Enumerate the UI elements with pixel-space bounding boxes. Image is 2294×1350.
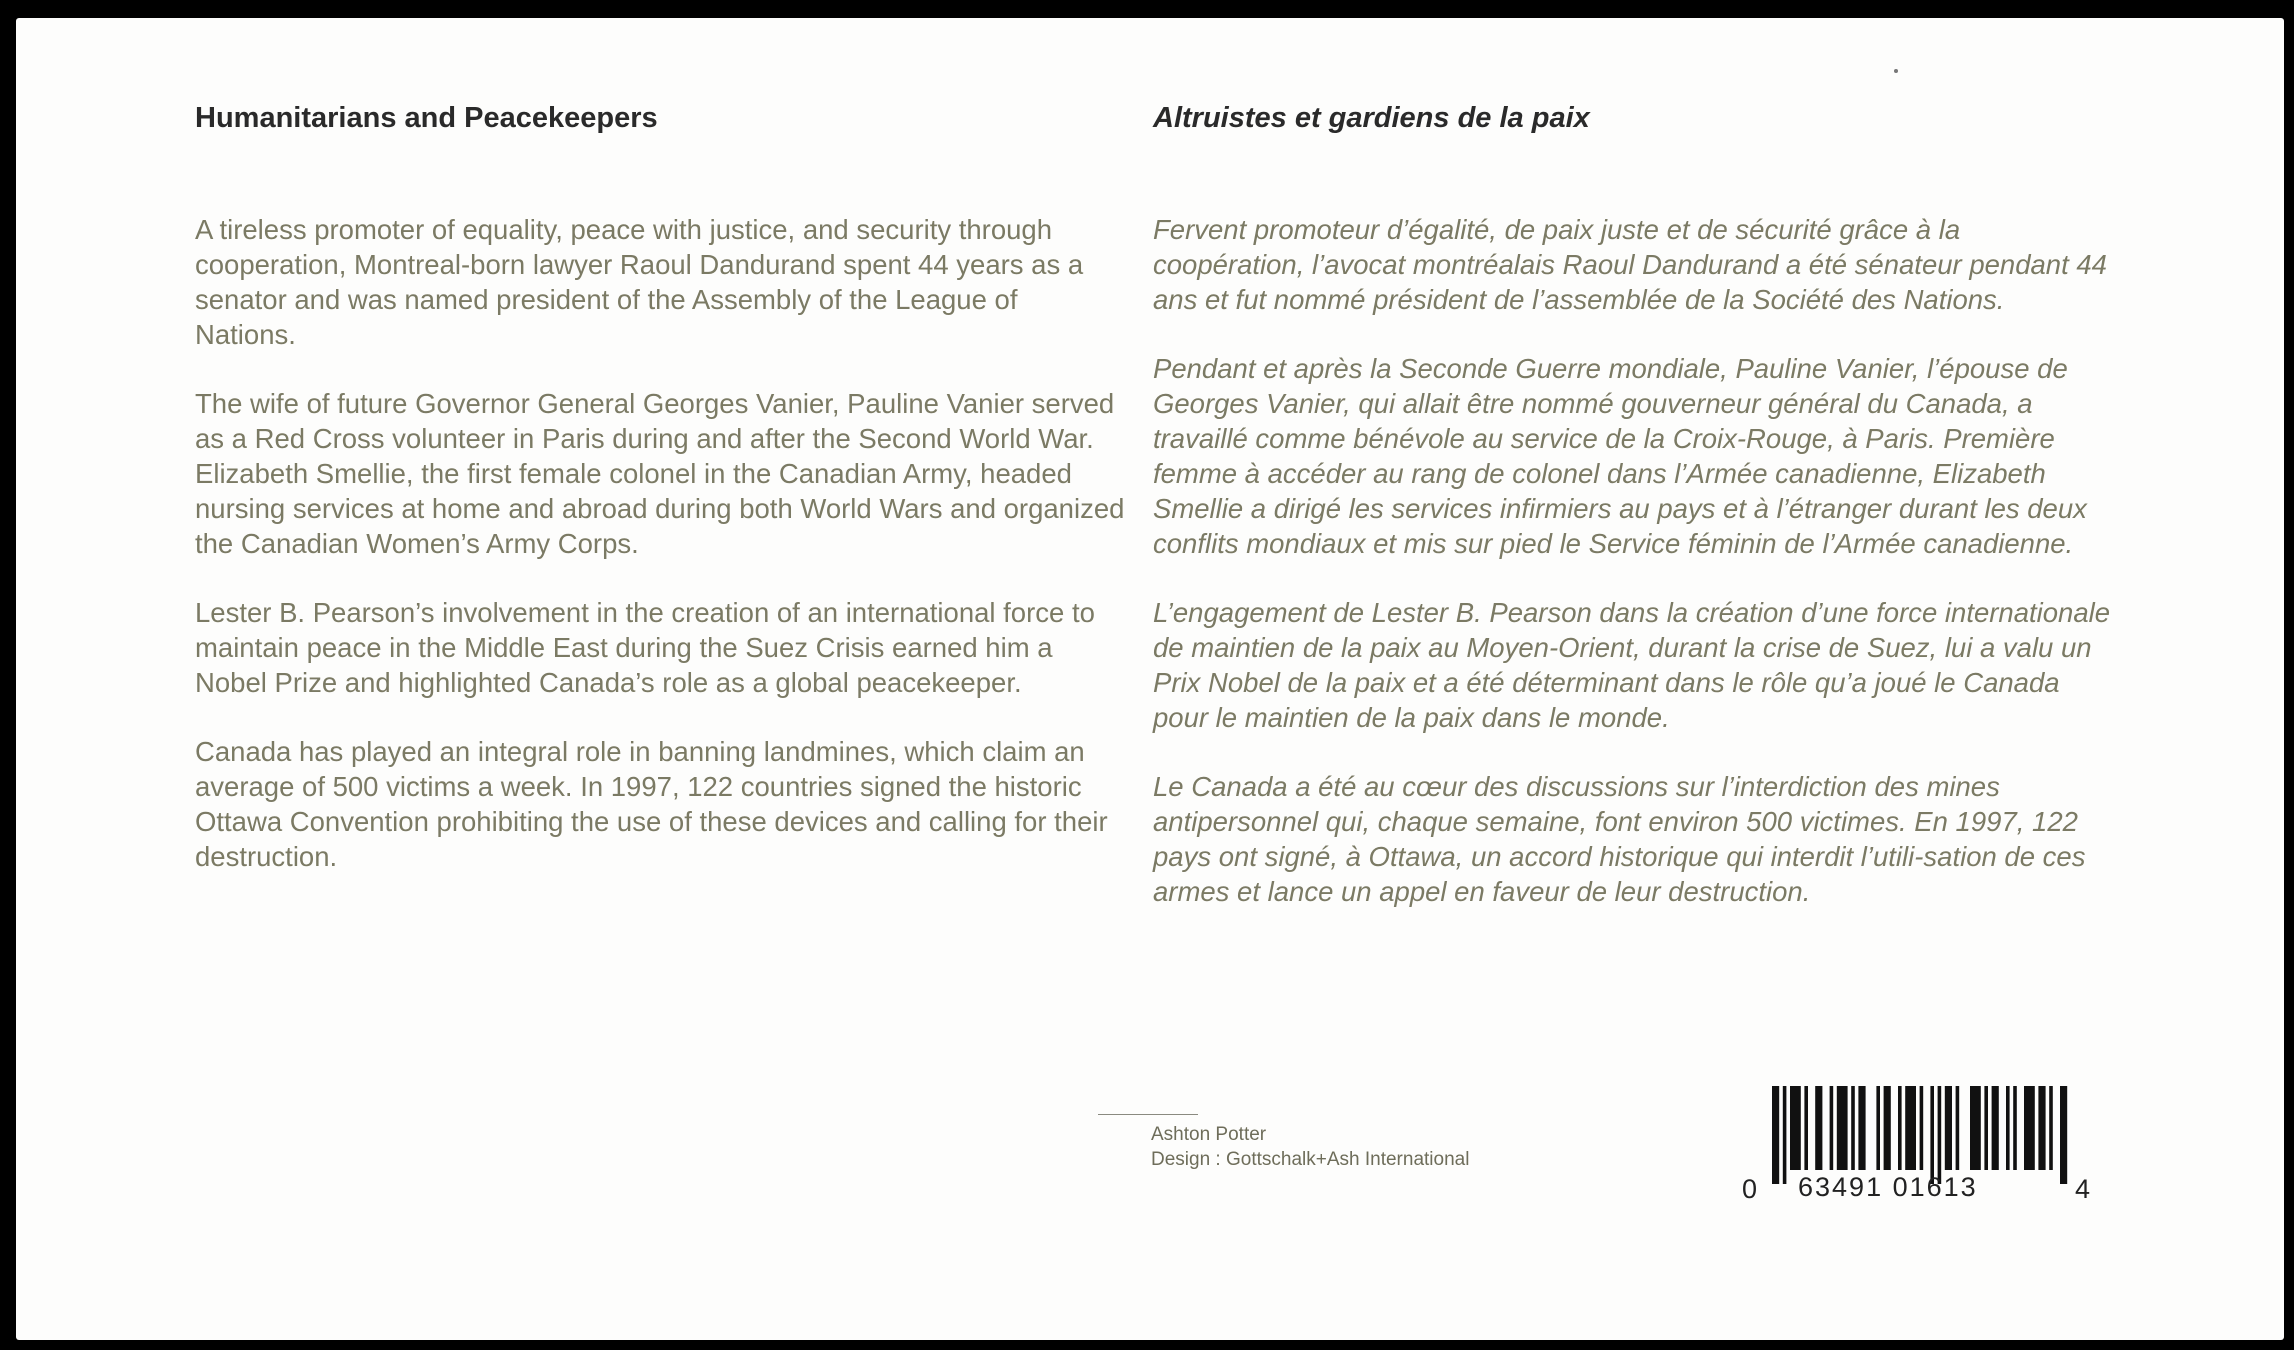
barcode-bar [1876,1086,1880,1170]
barcode-bar [1884,1086,1891,1170]
barcode-bar [1898,1086,1902,1170]
barcode-bar [1772,1086,1779,1184]
french-paragraph-2: Pendant et après la Seconde Guerre mondiale, Pauline Vanier, l’épouse de Georges Vanier, qui allait être nommé gouverneur général du Canada, a travaillé comme bénévole au service de la Croix-Rouge, à Paris. Première femme à accéder au rang de colonel dans l’Armée canadienne, Elizabeth Smellie a dirigé les services infirmiers au pays et à l’étranger durant les deux conflits mondiaux et mis sur pied le Service féminin de l’Armée canadienne. [1153,353,2087,559]
english-paragraph-2: The wife of future Governor General Georges Vanier, Pauline Vanier served as a Red Cross volunteer in Paris during and after the Second World War. Elizabeth Smellie, the first female colonel in the Canadian Army, headed nursing services at home and abroad during both World Wars and organized the Canadian Women’s Army Corps. [195,388,1125,559]
barcode-bar [1956,1086,1960,1170]
artist-credit: Ashton Potter [1151,1124,1267,1145]
barcode-bar [1992,1086,1999,1170]
barcode-middle-digits: 63491 01613 [1798,1172,1978,1202]
english-paragraph-4: Canada has played an integral role in banning landmines, which claim an average of 500 victims a week. In 1997, 122 countries signed the historic Ottawa Convention prohibiting the use of these devices and calling for their destruction. [195,736,1108,872]
barcode-bars [1772,1086,2070,1184]
barcode-bar [1830,1086,1834,1170]
barcode-bar [2013,1086,2017,1170]
french-body [1153,212,2113,909]
barcode-bar [1837,1086,1848,1170]
credits-divider [1098,1114,1198,1115]
barcode-bar [1920,1086,1924,1170]
barcode-bar [1815,1086,1822,1170]
barcode-bar [2049,1086,2053,1170]
english-column [195,100,1125,908]
barcode-bar [1938,1086,1942,1184]
english-body [195,212,1125,874]
barcode-bar [1790,1086,1801,1170]
barcode-bar [1984,1086,1988,1170]
design-credit: Design : Gottschalk+Ash International [1151,1149,1470,1170]
barcode-bar [2006,1086,2010,1170]
barcode-bar [1905,1086,1916,1170]
barcode-bar [1930,1086,1934,1184]
barcode-bar [1970,1086,1981,1170]
barcode [1720,1070,2100,1204]
english-paragraph-1: A tireless promoter of equality, peace with justice, and security through cooperation, Montreal-born lawyer Raoul Dandurand spent 44 years as a senator and was named president of the Assembly of the League of Nations. [195,214,1084,350]
envelope-back [16,18,2284,1340]
french-paragraph-1: Fervent promoteur d’égalité, de paix juste et de sécurité grâce à la coopération, l’avocat montréalais Raoul Dandurand a été sénateur pendant 44 ans et fut nommé président de l’assemblée de la Société des Nations. [1153,214,2107,315]
barcode-bar [1851,1086,1855,1170]
english-paragraph-3: Lester B. Pearson’s involvement in the creation of an international force to maintain peace in the Middle East during the Suez Crisis earned him a Nobel Prize and highlighted Canada’s role as a global peacekeeper. [195,597,1095,698]
barcode-bar [2038,1086,2045,1170]
barcode-right-digit: 4 [2075,1174,2091,1204]
french-column [1153,100,2113,943]
credits-block [1151,1122,1469,1172]
english-heading: Humanitarians and Peacekeepers [195,102,658,134]
french-paragraph-3: L’engagement de Lester B. Pearson dans la création d’une force internationale de maintien de la paix au Moyen-Orient, durant la crise de Suez, lui a valu un Prix Nobel de la paix et a été déterminant dans le rôle qu’a joué le Canada pour le maintien de la paix dans le monde. [1153,597,2111,733]
barcode-bar [2024,1086,2035,1170]
barcode-bar [1858,1086,1865,1170]
barcode-bar [1783,1086,1787,1184]
barcode-bar [1804,1086,1808,1170]
french-paragraph-4: Le Canada a été au cœur des discussions sur l’interdiction des mines antipersonnel qui, chaque semaine, font environ 500 victimes. En 1997, 122 pays ont signé, à Ottawa, un accord historique qui interdit l’utili-sation de ces armes et lance un appel en faveur de leur destruction. [1153,771,2086,907]
barcode-bar [1945,1086,1952,1170]
paper-speck [1894,69,1898,73]
barcode-left-digit: 0 [1742,1174,1758,1204]
barcode-bar [2060,1086,2067,1184]
french-heading: Altruistes et gardiens de la paix [1153,102,1590,134]
